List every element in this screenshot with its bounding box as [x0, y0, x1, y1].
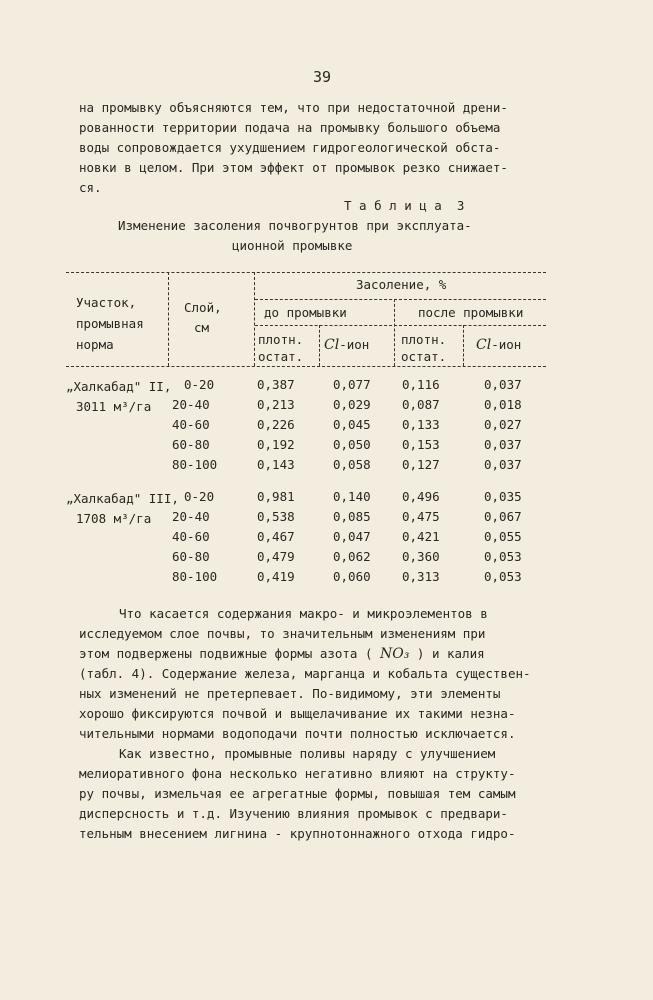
cell-before-dense: 0,467 [257, 529, 295, 544]
table-top-rule [66, 272, 546, 273]
cell-before-dense: 0,226 [257, 417, 295, 432]
table-rule [255, 299, 546, 300]
cell-before-dense: 0,143 [257, 457, 295, 472]
table-header-bottom-rule [66, 366, 546, 367]
cell-before-dense: 0,213 [257, 397, 295, 412]
header-before: до промывки [264, 305, 347, 320]
cell-before-cl: 0,045 [333, 417, 371, 432]
table-label: Т а б л и ц а 3 [344, 198, 465, 213]
cell-after-dense: 0,153 [402, 437, 440, 452]
cell-after-dense: 0,127 [402, 457, 440, 472]
cell-before-cl: 0,077 [333, 377, 371, 392]
table-col-divider [319, 325, 320, 366]
cell-before-cl: 0,047 [333, 529, 371, 544]
text-line: исследуемом слое почвы, то значительным изменениям при [79, 626, 486, 641]
cell-after-dense: 0,116 [402, 377, 440, 392]
cell-after-dense: 0,475 [402, 509, 440, 524]
table-title-line: Изменение засоления почвогрунтов при эксплуата- [118, 218, 472, 233]
paragraph-macro-micro-elements [79, 604, 531, 744]
text-line: воды сопровождается ухудшением гидрогеологической обста- [79, 140, 501, 155]
header-salinity: Засоление, % [356, 277, 447, 292]
cell-layer: 0-20 [184, 489, 215, 504]
paragraph-washing-irrigation [79, 744, 516, 844]
cl-symbol: Cl [476, 337, 492, 353]
table-rule [255, 325, 546, 326]
header-after: после промывки [418, 305, 524, 320]
cell-layer: 80-100 [172, 569, 218, 584]
cell-before-cl: 0,058 [333, 457, 371, 472]
cell-layer: 60-80 [172, 549, 210, 564]
cell-before-cl: 0,062 [333, 549, 371, 564]
cell-before-dense: 0,981 [257, 489, 295, 504]
text-line: ных изменений не претерпевает. По-видимому, эти элементы [79, 686, 501, 701]
cell-before-cl: 0,050 [333, 437, 371, 452]
text-line: тельным внесением лигнина - крупнотоннажного отхода гидро- [79, 826, 516, 841]
table-col-divider [463, 325, 464, 366]
cell-before-cl: 0,140 [333, 489, 371, 504]
text-line: ру почвы, измельчая ее агрегатные формы, повышая тем самым [79, 786, 516, 801]
cell-after-dense: 0,133 [402, 417, 440, 432]
cell-after-cl: 0,018 [484, 397, 522, 412]
cell-layer: 40-60 [172, 417, 210, 432]
cell-before-dense: 0,538 [257, 509, 295, 524]
cell-after-cl: 0,055 [484, 529, 522, 544]
cell-after-dense: 0,421 [402, 529, 440, 544]
cell-layer: 20-40 [172, 397, 210, 412]
header-dense-residue-before: плотн. остат. [258, 332, 304, 364]
cell-before-cl: 0,085 [333, 509, 371, 524]
text-line: мелиоративного фона несколько негативно влияют на структу- [79, 766, 516, 781]
cell-before-dense: 0,419 [257, 569, 295, 584]
cl-symbol: Cl [324, 337, 340, 353]
header-cl-ion-after: Cl-ион [476, 337, 522, 353]
cell-after-cl: 0,027 [484, 417, 522, 432]
cell-after-cl: 0,037 [484, 457, 522, 472]
table-title-line: ционной промывке [232, 238, 353, 253]
table-col-divider [168, 272, 169, 366]
cell-after-dense: 0,360 [402, 549, 440, 564]
cell-after-cl: 0,037 [484, 437, 522, 452]
cell-before-cl: 0,060 [333, 569, 371, 584]
text-line: на промывку объясняются тем, что при недостаточной дрени- [79, 100, 508, 115]
group-site: „Халкабад" III, 1708 м³/га [66, 491, 179, 526]
table-col-divider [394, 299, 395, 366]
cell-before-dense: 0,192 [257, 437, 295, 452]
text-line: ся. [79, 180, 102, 195]
cell-layer: 0-20 [184, 377, 215, 392]
cell-layer: 60-80 [172, 437, 210, 452]
page-number: 39 [313, 68, 332, 86]
text-line: (табл. 4). Содержание железа, марганца и кобальта существен- [79, 666, 531, 681]
group-site: „Халкабад" II, 3011 м³/га [66, 379, 172, 414]
text-line: дисперсность и т.д. Изучению влияния промывок с предвари- [79, 806, 508, 821]
cell-after-cl: 0,037 [484, 377, 522, 392]
text-line: хорошо фиксируются почвой и выщелачивание их такими незна- [79, 706, 516, 721]
cell-after-cl: 0,035 [484, 489, 522, 504]
cell-layer: 40-60 [172, 529, 210, 544]
text-line: этом подвержены подвижные формы азота ( NO₃ ) и калия [79, 646, 485, 662]
cell-after-cl: 0,053 [484, 569, 522, 584]
cell-after-cl: 0,053 [484, 549, 522, 564]
cell-before-dense: 0,479 [257, 549, 295, 564]
cell-layer: 80-100 [172, 457, 218, 472]
text-line: Как известно, промывные поливы наряду с улучшением [119, 746, 496, 761]
cell-after-dense: 0,496 [402, 489, 440, 504]
intro-paragraph [79, 98, 508, 198]
text-line: Что касается содержания макро- и микроэлементов в [119, 606, 488, 621]
table-col-divider [254, 272, 255, 366]
cell-after-cl: 0,067 [484, 509, 522, 524]
header-layer: Слой, см [184, 300, 222, 335]
text-line: новки в целом. При этом эффект от промывок резко снижает- [79, 160, 508, 175]
no3-formula: NO₃ [380, 646, 410, 662]
cell-after-dense: 0,313 [402, 569, 440, 584]
header-site: Участок, промывная норма [76, 295, 144, 352]
cell-layer: 20-40 [172, 509, 210, 524]
text-line: рованности территории подача на промывку большого объема [79, 120, 501, 135]
text-line: чительными нормами водоподачи почти полностью исключается. [79, 726, 516, 741]
header-cl-ion-before: Cl-ион [324, 337, 370, 353]
cell-after-dense: 0,087 [402, 397, 440, 412]
header-dense-residue-after: плотн. остат. [401, 332, 447, 364]
cell-before-cl: 0,029 [333, 397, 371, 412]
cell-before-dense: 0,387 [257, 377, 295, 392]
